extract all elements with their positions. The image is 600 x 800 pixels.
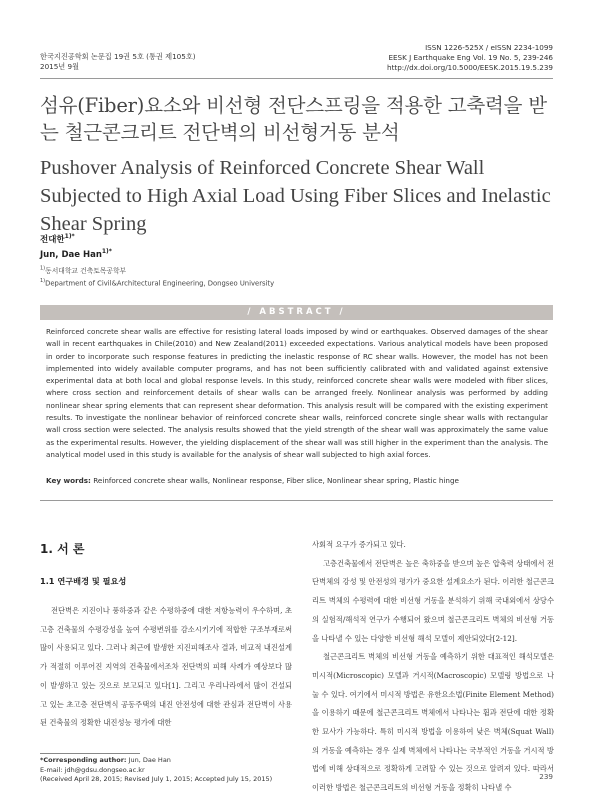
footnote-dates: (Received April 28, 2015; Revised July 1, 2015; Accepted July 15, 2015) <box>40 775 273 783</box>
affiliation-korean <box>40 265 126 275</box>
keywords-label: Key words: <box>46 476 91 485</box>
abstract-text: Reinforced concrete shear walls are effective for resisting lateral loads imposed by wind or earthquakes. Observed damages of the shear wall in recent earthquakes in Chile(2010) and New Zealand(2011) exceeded expectations. Various analytical models have been proposed in order to incorporate such response features in predicting the inelastic response of RC shear walls. However, the model has not been implemented into widely available computer programs, and has not been sufficiently calibrated with and validated against extensive experimental data at both local and global response levels. In this study, reinforced concrete shear walls were modeled with fiber slices, where cross section and reinforcement details of shear walls can be arranged freely. Nonlinear analysis was performed by adding nonlinear shear spring elements that can represent shear deformation. This analysis result will be compared with the existing experiment results. To investigate the nonlinear behavior of reinforced concrete shear walls, reinforced concrete single shear walls with rectangular wall cross section were selected. The analysis results showed that the yield strength of the shear wall was approximately the same value as the experimental results. However, the yielding displacement of the shear wall was still higher in the experiment than the analysis. The analytical model used in this study is available for the analysis of shear wall subjected to high axial forces. <box>46 327 548 459</box>
author-english-sup: 1)* <box>101 248 112 255</box>
footnote-corresponding <box>40 756 272 766</box>
author-korean <box>40 233 75 245</box>
affiliation-english <box>40 278 274 287</box>
affiliation-korean-sup: 1) <box>40 265 46 272</box>
journal-date-ko: 2015년 9월 <box>40 62 80 71</box>
footnote <box>40 756 272 785</box>
title-korean: 섬유(Fiber)요소와 비선형 전단스프링을 적용한 고축력을 받는 철근콘크리트 전단벽의 비선형거동 분석 <box>40 94 547 144</box>
left-column-body <box>40 602 292 733</box>
journal-header-right <box>387 43 553 73</box>
footnote-email[interactable]: E-mail: jdh@gdsu.dongseo.ac.kr <box>40 765 145 774</box>
left-column-paragraph: 전단벽은 지진이나 풍하중과 같은 수평하중에 대한 저항능력이 우수하며, 초고층 건축물의 수평강성을 높여 수평변위를 감소시키기에 적합한 구조부재로써 많이 사용되고 있다. 그러나 최근에 발생한 지진피해조사 결과, 비교적 내진설계가 적절히 이루어진 지역의 건축물에서조차 전단벽의 피해 사례가 예상보다 많이 발생하고 있는 것으로 보고되고 있다[1]. 그리고 우리나라에서 많이 건설되고 있는 초고층 전단벽식 공동주택의 내진 안전성에 대한 관심과 전단벽이 사용된 건축물의 정확한 내진성능 평가에 대한 <box>40 606 292 728</box>
affiliation-korean-text: 동서대학교 건축토목공학부 <box>45 267 127 275</box>
abstract-header-bar <box>40 305 553 320</box>
right-column-paragraph-1: 사회적 요구가 증가되고 있다. <box>312 540 406 549</box>
title-english: Pushover Analysis of Reinforced Concrete Shear Wall Subjected to High Axial Load Using Fiber Slices and Inelastic Shear Spring <box>40 157 551 235</box>
affiliation-english-sup: 1) <box>40 278 46 284</box>
author-english-name: Jun, Dae Han <box>40 249 102 260</box>
author-english <box>40 248 112 260</box>
right-column-body <box>312 536 554 798</box>
author-korean-sup: 1)* <box>64 233 75 241</box>
right-column-paragraph-2: 고층건축물에서 전단벽은 높은 축하중을 받으며 높은 압축력 상태에서 전단벽체의 강성 및 안전성의 평가가 중요한 설계요소가 된다. 이러한 철근콘크리트 벽체의 수평력에 대한 비선형 거동을 분석하기 위해 국내외에서 상당수의 실험적/해석적 연구가 수행되어 왔으며 철근콘크리트 벽체의 비선형 거동을 나타낼 수 있는 다양한 비선형 해석 모델이 제안되었다[2-12]. <box>312 558 554 643</box>
footnote-rule <box>40 753 140 754</box>
section-1-title: 1. 서 론 <box>40 542 85 556</box>
keywords <box>46 476 548 485</box>
subsection-1-1-title: 1.1 연구배경 및 필요성 <box>40 576 127 586</box>
page-number: 239 <box>539 772 553 781</box>
journal-header-left <box>40 52 196 72</box>
right-column-paragraph-3: 철근콘크리트 벽체의 비선형 거동을 예측하기 위한 대표적인 해석모델은 미시적(Microscopic) 모델과 거시적(Macroscopic) 모델링 방법으로 나눌 수 있다. 여기에서 미시적 방법은 유한요소법(Finite Element Method)을 이용하기 때문에 철근콘크리트 벽체에서 나타나는 휨과 전단에 대한 정확한 묘사가 가능하다. 특히 미시적 방법을 이용하여 낮은 벽체(Squat Wall)의 거동을 예측하는 경우 실제 벽체에서 나타나는 국부적인 거동을 거시적 방법에 비해 상대적으로 정확하게 고려할 수 있는 것으로 알려져 있다. 따라서 이러한 방법은 철근콘크리트의 비선형 거동을 정확히 나타낼 수 <box>312 652 554 793</box>
abstract-label: / ABSTRACT / <box>247 307 346 317</box>
journal-volume: EESK J Earthquake Eng Vol. 19 No. 5, 239-246 <box>388 53 553 62</box>
abstract-bottom-rule <box>40 500 553 501</box>
affiliation-english-text: Department of Civil&Architectural Engineering, Dongseo University <box>45 279 275 288</box>
footnote-label: *Corresponding author: <box>40 756 127 764</box>
journal-name-ko: 한국지진공학회 논문집 19권 5호 (통권 제105호) <box>40 52 196 61</box>
issn: ISSN 1226-525X / eISSN 2234-1099 <box>425 43 553 52</box>
header-rule <box>40 78 553 79</box>
doi-link[interactable]: http://dx.doi.org/10.5000/EESK.2015.19.5.239 <box>387 63 553 72</box>
author-korean-name: 전대한 <box>40 235 65 245</box>
footnote-author: Jun, Dae Han <box>128 756 171 764</box>
keywords-text: Reinforced concrete shear walls, Nonlinear response, Fiber slice, Nonlinear shear spring, Plastic hinge <box>93 476 459 485</box>
